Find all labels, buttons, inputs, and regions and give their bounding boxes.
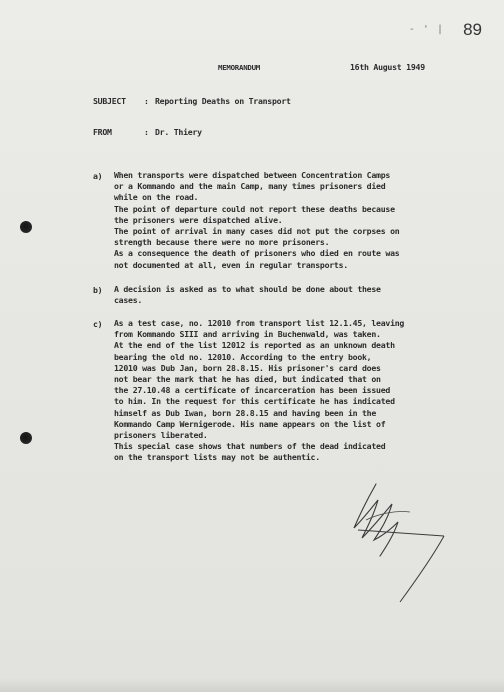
paragraph-line: Kommando Camp Wernigerode. His name appears on the list of: [114, 418, 386, 429]
paragraph-line: The point of departure could not report these deaths because: [114, 203, 395, 214]
paragraph-line: or a Kommando and the main Camp, many times prisoners died: [114, 181, 386, 192]
paragraph-line: cases.: [114, 295, 143, 306]
archive-stamp: - ' |: [408, 24, 444, 35]
from-text: Dr. Thiery: [155, 127, 202, 137]
paragraph-line: the prisoners were dispatched alive.: [114, 214, 283, 225]
paragraph-line: while on the road.: [114, 192, 199, 203]
item-a-paragraph: [114, 170, 399, 271]
paragraph-line: bearing the old no. 12010. According to the entry book,: [114, 351, 372, 362]
paragraph-line: strength because there were no more prisoners.: [114, 237, 330, 248]
page-number: 89: [463, 20, 482, 39]
punch-hole-bottom: [20, 432, 32, 444]
from-label: FROM: [93, 127, 112, 137]
paragraph-line: As a consequence the death of prisoners who died en route was: [114, 248, 400, 259]
paragraph-line: This special case shows that numbers of the dead indicated: [114, 441, 386, 452]
paragraph-line: 12010 was Dub Jan, born 28.8.15. His prisoner's card does: [114, 362, 381, 373]
paragraph-line: not documented at all, even in regular transports.: [114, 259, 348, 270]
subject-text: Reporting Deaths on Transport: [155, 96, 291, 106]
paragraph-line: not bear the mark that he has died, but indicated that on: [114, 373, 381, 384]
item-c-paragraph: [114, 318, 404, 463]
bottom-edge-shadow: [0, 678, 504, 692]
paragraph-line: A decision is asked as to what should be done about these: [114, 284, 381, 294]
item-a-marker: a): [93, 171, 103, 181]
item-b-paragraph: [114, 284, 381, 306]
subject-label: SUBJECT: [93, 96, 126, 106]
paragraph-line: on the transport lists may not be authentic.: [114, 452, 320, 463]
paragraph-line: prisoners liberated.: [114, 429, 208, 440]
paragraph-line: When transports were dispatched between Concentration Camps: [114, 170, 391, 180]
item-c-marker: c): [93, 319, 103, 329]
from-colon: :: [144, 127, 149, 137]
paragraph-line: At the end of the list 12012 is reported as an unknown death: [114, 340, 395, 351]
punch-hole-top: [20, 221, 32, 233]
paragraph-line: from Kommando SIII and arriving in Buchenwald, was taken.: [114, 329, 381, 340]
paragraph-line: As a test case, no. 12010 from transport list 12.1.45, leaving: [114, 318, 405, 328]
memo-title: MEMORANDUM: [218, 63, 260, 72]
subject-colon: :: [144, 96, 149, 106]
memo-date: 16th August 1949: [350, 62, 425, 72]
paragraph-line: himself as Dub Iwan, born 28.8.15 and having been in the: [114, 407, 377, 418]
item-b-marker: b): [93, 285, 103, 295]
handwritten-signature: [348, 470, 452, 610]
paragraph-line: to him. In the request for this certificate he has indicated: [114, 396, 395, 407]
paragraph-line: the 27.10.48 a certificate of incarceration has been issued: [114, 385, 391, 396]
paragraph-line: The point of arrival in many cases did not put the corpses on: [114, 225, 400, 236]
